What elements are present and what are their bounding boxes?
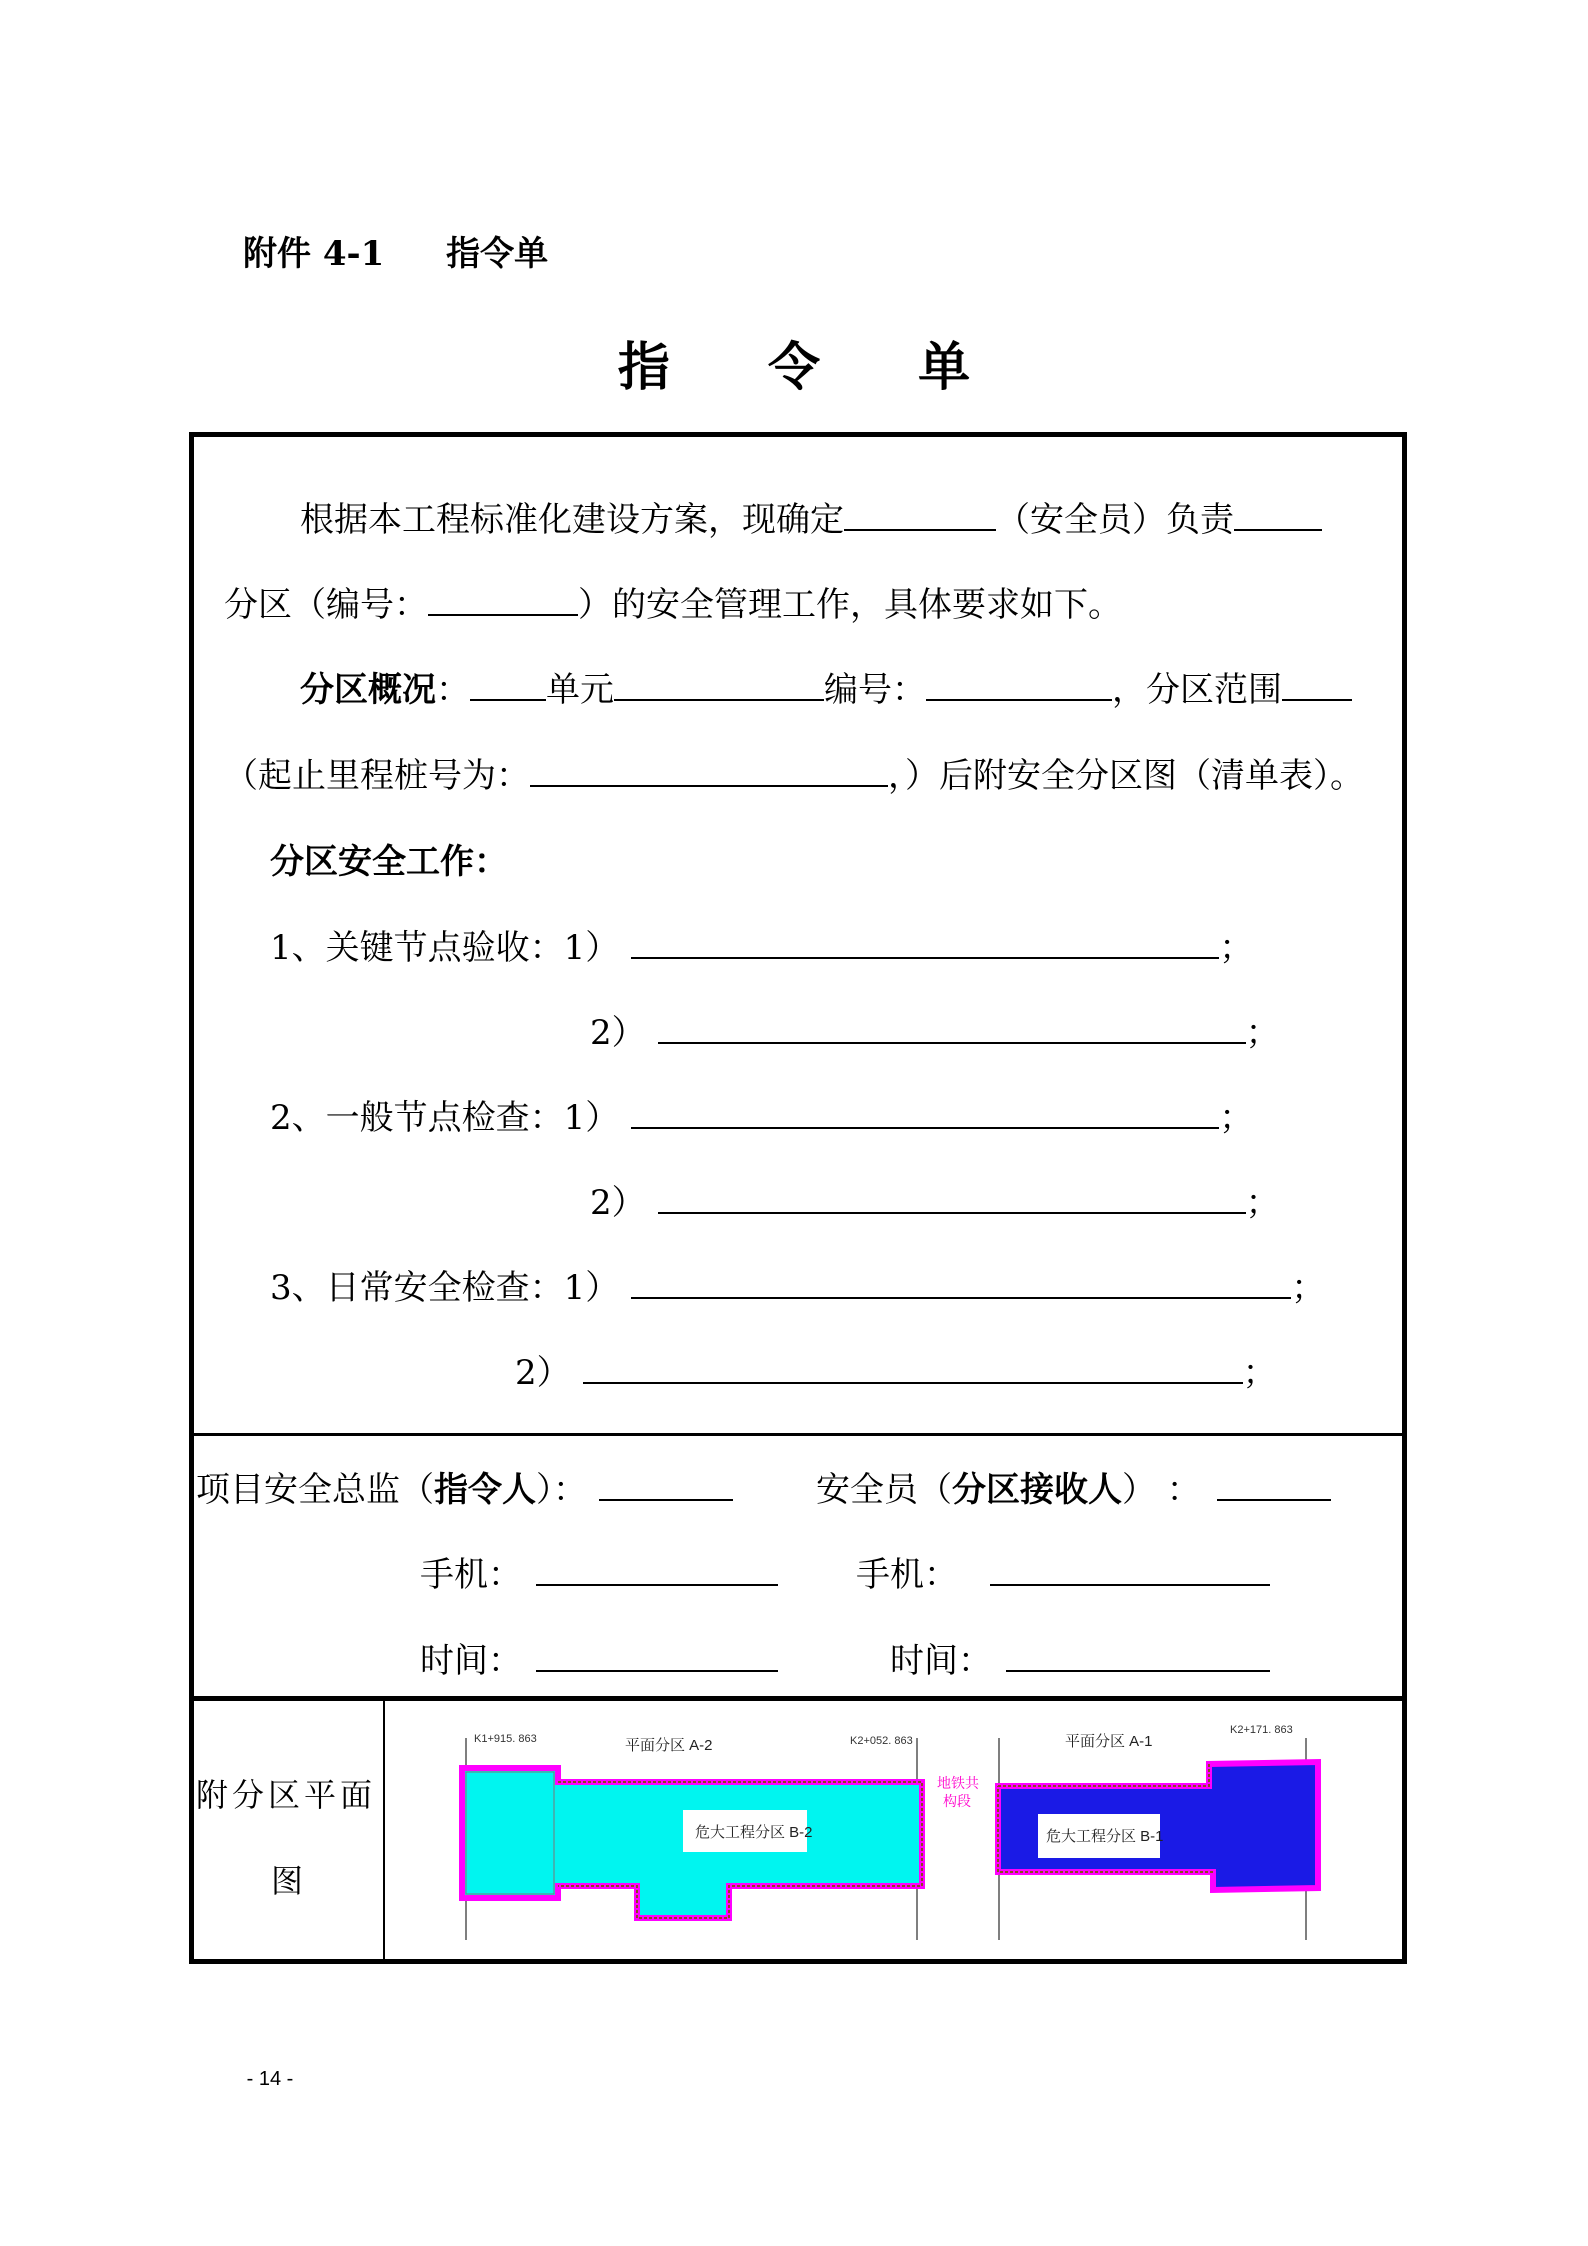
safety-work-heading: 分区安全工作： [270, 842, 508, 882]
title-char-3: 单 [918, 337, 971, 398]
map-row-label-1: 附分区平面 [196, 1776, 377, 1814]
overview-line-2 [224, 748, 1364, 797]
line-end: ； [1245, 1183, 1280, 1223]
task-1-line-2 [590, 1005, 1280, 1054]
officer-label-a: 安全员（ [816, 1470, 952, 1510]
task-1-sub1: 1） [563, 928, 620, 968]
map-row-divider [383, 1698, 385, 1960]
supervisor-signature [196, 1462, 733, 1511]
task-1-sub2: 2） [590, 1013, 646, 1053]
officer-blank[interactable] [1217, 1469, 1331, 1501]
line-end: ； [1219, 928, 1254, 968]
section-divider-2 [189, 1696, 1407, 1701]
task-2-blank-1[interactable] [631, 1097, 1219, 1129]
unit-blank[interactable] [470, 669, 546, 701]
phone-label: 手机： [856, 1555, 958, 1595]
line-end: ； [1291, 1268, 1326, 1308]
task-3-line-1 [270, 1260, 1325, 1309]
supervisor-phone-blank[interactable] [536, 1554, 778, 1586]
zoning-plan-map [440, 1720, 1340, 1950]
number-blank[interactable] [926, 669, 1112, 701]
metro-shared-label-1: 地铁共 [937, 1775, 979, 1791]
overview-colon: ： [436, 670, 470, 710]
metro-shared-label-2: 构段 [943, 1793, 971, 1809]
attachment-number: 附件 4-1 [243, 234, 385, 274]
supervisor-phone [420, 1547, 778, 1596]
title-char-1: 指 [617, 337, 670, 398]
attachment-header [243, 226, 548, 275]
zone-b2-label: 危大工程分区 B-2 [695, 1824, 813, 1841]
task-3-line-2 [515, 1345, 1277, 1394]
task-2-sub1: 1） [563, 1098, 620, 1138]
task-3-blank-1[interactable] [631, 1267, 1291, 1299]
supervisor-label-b: 指令人 [434, 1470, 536, 1510]
intro-line-1 [300, 492, 1322, 541]
intro-text-d: ）的安全管理工作，具体要求如下。 [578, 585, 1122, 625]
supervisor-label-a: 项目安全总监（ [196, 1470, 434, 1510]
range-label: ，分区范围 [1112, 670, 1282, 710]
number-label: 编号： [824, 670, 926, 710]
officer-label-b: 分区接收人 [952, 1470, 1122, 1510]
task-1-blank-2[interactable] [658, 1012, 1246, 1044]
task-2-line-2 [590, 1175, 1280, 1224]
line-end: ； [1219, 1098, 1254, 1138]
mileage-blank[interactable] [530, 755, 888, 787]
task-2-sub2: 2） [590, 1183, 646, 1223]
intro-line-2 [224, 577, 1122, 626]
safety-officer-blank[interactable] [844, 499, 996, 531]
attachment-name: 指令单 [446, 234, 549, 274]
km-right-label: K2+171. 863 [1230, 1724, 1293, 1736]
task-3-sub1: 1） [563, 1268, 620, 1308]
supervisor-blank[interactable] [599, 1469, 733, 1501]
map-row-label-2: 图 [271, 1862, 308, 1900]
zone-a2-label: 平面分区 A-2 [625, 1737, 713, 1754]
task-3-blank-2[interactable] [583, 1352, 1243, 1384]
zone-a1-label: 平面分区 A-1 [1065, 1733, 1153, 1750]
page-title [0, 325, 1588, 400]
officer-signature [816, 1462, 1331, 1511]
supervisor-label-c: ）： [536, 1470, 587, 1510]
supervisor-time [420, 1633, 778, 1682]
task-2-blank-2[interactable] [658, 1182, 1246, 1214]
time-label: 时间： [890, 1641, 992, 1681]
title-char-2: 令 [767, 337, 820, 398]
zone-blank[interactable] [1234, 499, 1322, 531]
range-blank[interactable] [1282, 669, 1352, 701]
mileage-label: （起止里程桩号为： [224, 756, 530, 796]
task-1-label: 1、关键节点验收： [270, 928, 564, 968]
supervisor-time-blank[interactable] [536, 1640, 778, 1672]
zone-number-blank[interactable] [428, 584, 578, 616]
intro-text-a: 根据本工程标准化建设方案，现确定 [300, 500, 844, 540]
overview-label: 分区概况 [300, 670, 436, 710]
time-label: 时间： [420, 1641, 522, 1681]
officer-time [890, 1633, 1270, 1682]
task-3-label: 3、日常安全检查： [270, 1268, 564, 1308]
mileage-suffix: ，）后附安全分区图（清单表）。 [888, 756, 1364, 796]
intro-text-b: （安全员）负责 [996, 500, 1234, 540]
task-1-blank-1[interactable] [631, 927, 1219, 959]
km-left-label: K1+915. 863 [474, 1733, 537, 1745]
task-3-sub2: 2） [515, 1353, 571, 1393]
section-divider-1 [189, 1433, 1407, 1436]
officer-label-c: ） ： [1122, 1470, 1201, 1510]
page-number: - 14 - [246, 2068, 294, 2090]
line-end: ； [1242, 1353, 1277, 1393]
officer-phone-blank[interactable] [990, 1554, 1270, 1586]
officer-phone [856, 1547, 1270, 1596]
overview-line-1 [300, 662, 1352, 711]
unit-name-blank[interactable] [614, 669, 824, 701]
intro-text-c: 分区（编号： [224, 585, 428, 625]
officer-time-blank[interactable] [1006, 1640, 1270, 1672]
km-mid-label: K2+052. 863 [850, 1735, 913, 1747]
task-1-line-1 [270, 920, 1253, 969]
zone-b1-label: 危大工程分区 B-1 [1046, 1828, 1164, 1845]
line-end: ； [1245, 1013, 1280, 1053]
unit-label: 单元 [546, 670, 614, 710]
phone-label: 手机： [420, 1555, 522, 1595]
task-2-line-1 [270, 1090, 1253, 1139]
task-2-label: 2、一般节点检查： [270, 1098, 564, 1138]
